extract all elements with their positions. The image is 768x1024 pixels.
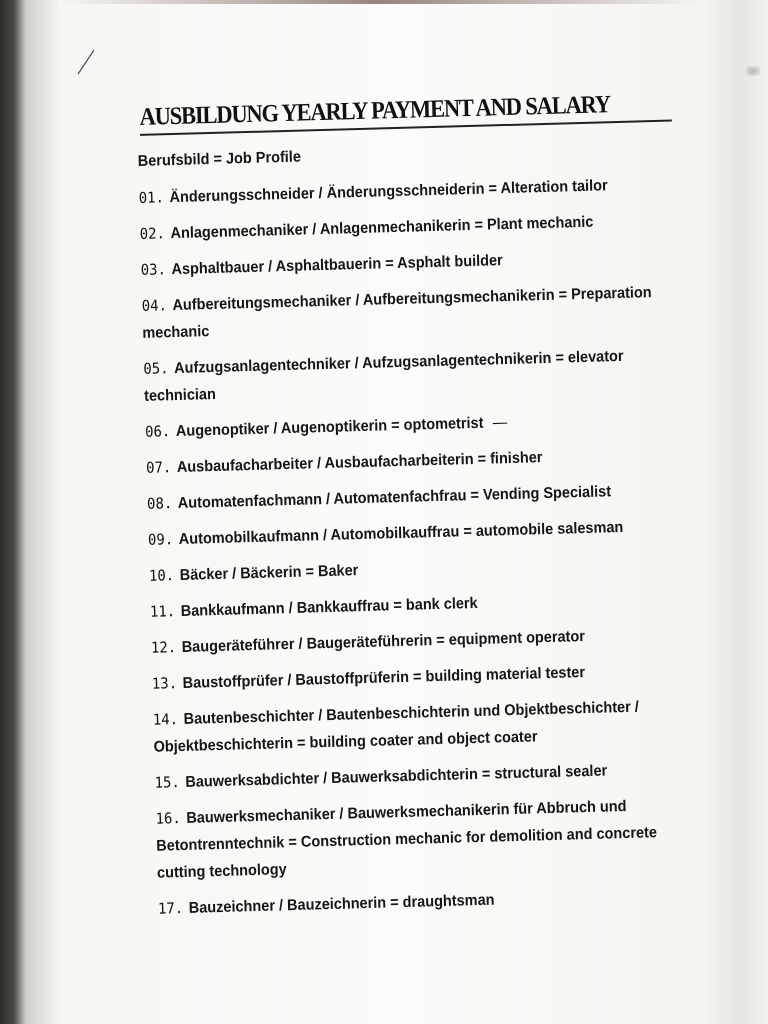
item-number: 17. — [157, 899, 184, 918]
list-item — [147, 476, 687, 518]
item-number: 13. — [151, 674, 178, 693]
list-item — [143, 341, 684, 410]
list-item — [140, 242, 680, 284]
item-number: 02. — [139, 224, 166, 243]
item-number: 14. — [152, 710, 179, 729]
item-text: Bauwerksabdichter / Bauwerksabdichterin = structural sealer — [185, 762, 608, 791]
item-number: 10. — [148, 566, 175, 585]
list-item — [151, 620, 691, 662]
list-item — [148, 512, 688, 554]
item-number: 06. — [144, 422, 171, 441]
item-text: Anlagenmechaniker / Anlagenmechanikerin = Plant mechanic — [170, 213, 594, 243]
item-text: Bankkaufmann / Bankkauffrau = bank clerk — [180, 594, 478, 620]
item-text: Baugeräteführer / Baugeräteführerin = equipment operator — [181, 628, 586, 656]
list-item — [141, 278, 682, 347]
item-text: Änderungsschneider / Änderungsschneiderin = Alteration tailor — [169, 177, 608, 207]
item-text: Augenoptiker / Augenoptikerin = optometrist — [175, 414, 484, 441]
list-item — [149, 548, 689, 590]
item-text: Aufbereitungsmechaniker / Aufbereitungsmechanikerin = Preparation mechanic — [142, 284, 652, 342]
paper-smudge — [746, 66, 760, 76]
item-text: Aufzugsanlagentechniker / Aufzugsanlagentechnikerin = elevator technician — [143, 347, 624, 405]
list-item — [153, 692, 694, 761]
item-number: 03. — [140, 260, 167, 279]
job-profile-list — [138, 170, 718, 923]
list-item — [139, 206, 679, 248]
list-item — [158, 881, 698, 923]
item-number: 09. — [147, 530, 174, 549]
list-item — [138, 170, 678, 212]
item-text: Bautenbeschichter / Bautenbeschichterin und Objektbeschichter / Objektbeschichterin = building coater and object coater — [153, 698, 640, 756]
document-content — [136, 81, 718, 932]
pen-dash-mark: — — [492, 414, 508, 432]
item-text: Bäcker / Bäckerin = Baker — [179, 562, 359, 584]
pen-mark-icon — [74, 48, 98, 76]
item-number: 12. — [150, 638, 177, 657]
item-number: 08. — [146, 494, 173, 513]
item-text: Baustoffprüfer / Baustoffprüferin = building material tester — [182, 664, 586, 692]
item-text: Bauzeichner / Bauzeichnerin = draughtsman — [188, 891, 495, 917]
item-text: Ausbaufacharbeiter / Ausbaufacharbeiterin = finisher — [176, 449, 543, 477]
item-number: 01. — [138, 188, 165, 207]
list-item — [152, 656, 692, 698]
item-text: Automatenfachmann / Automatenfachfrau = Vending Specialist — [177, 483, 612, 513]
list-item — [150, 584, 690, 626]
item-number: 16. — [155, 809, 181, 828]
item-number: 11. — [149, 602, 176, 621]
item-text: Asphaltbauer / Asphaltbauerin = Asphalt builder — [171, 252, 503, 279]
item-number: 07. — [145, 458, 172, 477]
item-text: Bauwerksmechaniker / Bauwerksmechanikerin für Abbruch und Betontrenntechnik = Construction mechanic for demolition and concrete cutting technology — [156, 797, 658, 882]
item-number: 04. — [141, 296, 168, 315]
item-number: 15. — [154, 773, 181, 792]
list-item — [146, 440, 686, 482]
item-number: 05. — [143, 359, 169, 378]
list-item — [145, 404, 685, 446]
subheading: Berufsbild = Job Profile — [137, 148, 302, 170]
list-item — [154, 755, 694, 797]
item-text: Automobilkaufmann / Automobilkauffrau = automobile salesman — [178, 518, 624, 549]
document-title: AUSBILDUNG YEARLY PAYMENT AND SALARY — [139, 91, 611, 131]
list-item — [155, 791, 696, 887]
